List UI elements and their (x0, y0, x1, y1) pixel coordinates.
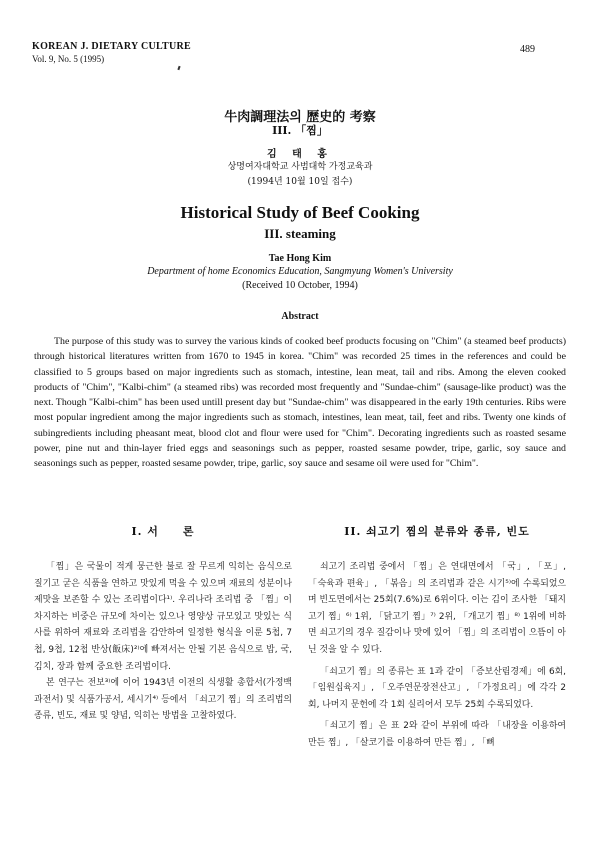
abstract-text: The purpose of this study was to survey the various kinds of cooked beef products focusing on "Chim" (a steamed beef products) through historical literatures written from 1670 to 1945 in korea. "Chim" was recorded 25 times in the references and could be classified to 5 groups based on major ingredients such as stomach, intestine, lean meat, tail and ribs. Among the eleven cooked products of "Chim", "Kalbi-chim" (a steamed ribs) was recorded most frequently and "Sundae-chim" (sausage-like product) was the next. Though "Kalbi-chim" has been used untill present day but "Sundae-chim" was disappeared in the early 19th centuries. Ribs were most popular ingredient among the major ingredients such as stomach, intestines, lean meat, tail, feet and ribs. Twenty one kinds of subingredients including pheasant meat, blood clot and flour were used for "Chim". Decorating ingredients such as roasted sesame power, pine nut and thin-layer fried eggs and seasonings such as pepper, roasted sesame powder, tripe, garlic, soy sauce and seasonings such as pepper, roasted sesame powder, tripe, garlic, soy sauce and sesame oil were used for "Chim". (34, 336, 566, 470)
english-title: Historical Study of Beef Cooking (180, 203, 420, 222)
english-affiliation: Department of home Economics Education, Sangmyung Women's University (147, 266, 453, 277)
korean-affiliation: 상명여자대학교 사범대학 가정교육과 (227, 162, 373, 172)
classification-heading: II. 쇠고기 찜의 분류와 종류, 빈도 (344, 525, 530, 538)
journal-name: KOREAN J. DIETARY CULTURE (32, 41, 192, 52)
classification-paragraph: 쇠고기 조리법 중에서 「찜」은 연대면에서 「국」, 「포」, 「숙육과 편육」, 「볶음」의 조리법과 같은 시기⁵⁾에 수록되었으며 빈도면에서는 25회(7.6%)로 6위이다. 이는 김이 조사한 「돼지고기 찜」⁶⁾ 1위, 「닭고기 찜」⁷⁾ 2위, 「개고기 찜」⁸⁾ 1위에 비하면 쇠고기의 경우 질감이나 맛에 있어 「찜」의 조리법이 으뜸이 아닌 것을 알 수 있다. (308, 562, 566, 655)
classification-paragraph: 「쇠고기 찜」은 표 2와 같이 부위에 따라 「내장을 이용하여 만든 찜」, 「살코기를 이용하여 만든 찜」, 「뼈 (308, 721, 566, 748)
english-received-date: (Received 10 October, 1994) (242, 280, 358, 291)
korean-title: 牛肉調理法의 歷史的 考察 (224, 110, 376, 125)
classification-paragraph: 「쇠고기 찜」의 종류는 표 1과 같이 「증보산림경제」에 6회, 「임원십육지」, 「오주연문장전산고」, 「가정요리」에 각각 2회, 나머지 문헌에 각 1회 실리어서 모두 25회 수록되었다. (308, 666, 566, 710)
introduction-paragraph: 본 연구는 전보³⁾에 이어 1943년 이전의 식생활 총합서(가정백과전서) 및 식품가공서, 세시기⁴⁾ 등에서 「쇠고기 찜」의 조리법의 종류, 빈도, 재료 및 양념, 익히는 방법을 고찰하였다. (34, 678, 292, 722)
introduction-heading: I. 서 론 (131, 525, 195, 538)
abstract-heading: Abstract (281, 311, 319, 322)
classification-column (308, 523, 566, 752)
introduction-paragraph: 「찜」은 국물이 적게 뭉근한 불로 잘 무르게 익히는 음식으로 질기고 굳은 식품을 연하고 맛있게 먹을 수 있으며 재료의 성분이나 제맛을 보존할 수 있는 조리법이다¹⁾. 우리나라 조리법 중 「찜」이 차지하는 비중은 규모에 차이는 있으나 영양상 규모있고 맛있는 식사를 위하여 재료와 조리법을 감안하여 일정한 형식을 이룬 5첩, 7첩, 9첩, 12첩 반상(飯床)²⁾에 빠져서는 안될 기본 음식으로 밥, 국, 김치, 장과 함께 중요한 조리법이다. (34, 562, 292, 672)
page-number: 489 (520, 44, 535, 55)
korean-author: 김 태 홍 (267, 149, 333, 160)
korean-subtitle: III. 「찜」 (272, 124, 328, 137)
korean-received-date: (1994년 10월 10일 접수) (247, 177, 353, 187)
scan-mark (177, 66, 180, 70)
english-author: Tae Hong Kim (268, 253, 332, 264)
journal-volume: Vol. 9, No. 5 (1995) (32, 54, 105, 64)
introduction-column (34, 523, 292, 725)
english-subtitle: III. steaming (264, 226, 336, 241)
